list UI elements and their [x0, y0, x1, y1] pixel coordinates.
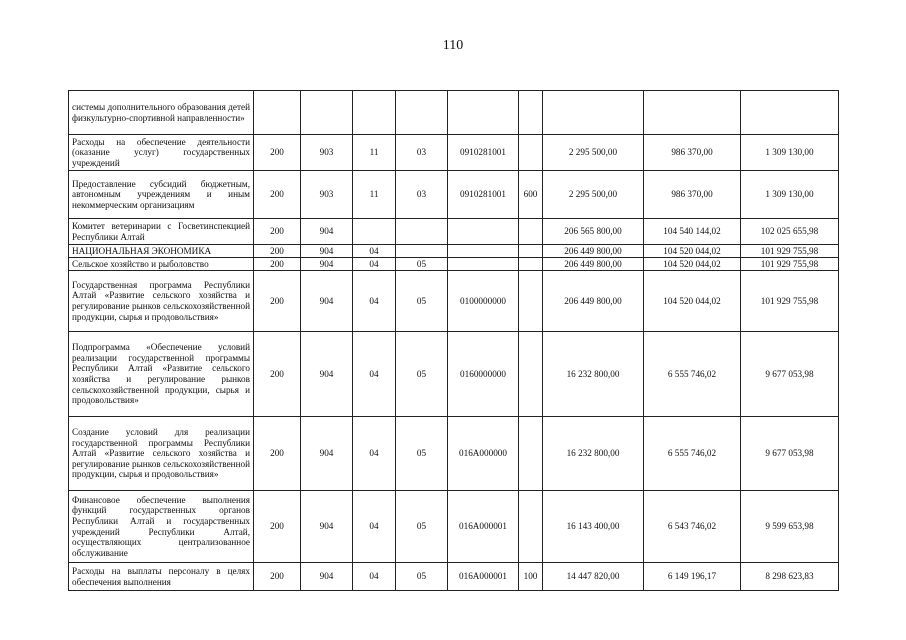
section-cell: 04: [353, 491, 396, 563]
admin-cell: 200: [254, 491, 301, 563]
target-article-cell: [448, 91, 519, 135]
admin-cell: 200: [254, 171, 301, 219]
expense-type-cell: 100: [519, 563, 543, 591]
name-cell: Создание условий для реализации государственной программы Республики Алтай «Развитие сельского хозяйства и регулирование рынков сельскохозяйственной продукции, сырья и продовольствия»: [69, 417, 254, 491]
target-article-cell: [448, 219, 519, 245]
name-cell: НАЦИОНАЛЬНАЯ ЭКОНОМИКА: [69, 245, 254, 258]
table-row: [69, 258, 839, 271]
expense-type-cell: [519, 91, 543, 135]
table-row: [69, 563, 839, 591]
amount-year1-cell: 206 449 800,00: [543, 245, 644, 258]
expense-type-cell: [519, 491, 543, 563]
table-row: [69, 271, 839, 332]
expense-type-cell: [519, 258, 543, 271]
ministry-cell: 904: [301, 245, 353, 258]
target-article-cell: 0160000000: [448, 332, 519, 417]
admin-cell: 200: [254, 245, 301, 258]
amount-year3-cell: [741, 91, 839, 135]
table-row: [69, 171, 839, 219]
amount-year2-cell: 104 520 044,02: [644, 271, 741, 332]
expense-type-cell: [519, 135, 543, 171]
table-row: [69, 417, 839, 491]
budget-table-body: [69, 91, 839, 591]
amount-year1-cell: 16 232 800,00: [543, 332, 644, 417]
admin-cell: 200: [254, 417, 301, 491]
amount-year3-cell: 101 929 755,98: [741, 258, 839, 271]
amount-year2-cell: 986 370,00: [644, 171, 741, 219]
section-cell: 11: [353, 171, 396, 219]
target-article-cell: 0910281001: [448, 171, 519, 219]
table-row: [69, 135, 839, 171]
table-row: [69, 491, 839, 563]
name-cell: Расходы на обеспечение деятельности (оказание услуг) государственных учреждений: [69, 135, 254, 171]
admin-cell: 200: [254, 563, 301, 591]
target-article-cell: 0910281001: [448, 135, 519, 171]
section-cell: [353, 91, 396, 135]
amount-year2-cell: 104 520 044,02: [644, 258, 741, 271]
ministry-cell: 904: [301, 491, 353, 563]
ministry-cell: 904: [301, 219, 353, 245]
ministry-cell: 904: [301, 271, 353, 332]
name-cell: Комитет ветеринарии с Госветинспекцией Республики Алтай: [69, 219, 254, 245]
subsection-cell: [396, 91, 448, 135]
amount-year3-cell: 102 025 655,98: [741, 219, 839, 245]
name-cell: Сельское хозяйство и рыболовство: [69, 258, 254, 271]
name-cell: системы дополнительного образования детей физкультурно-спортивной направленности»: [69, 91, 254, 135]
page-number: 110: [442, 38, 464, 53]
section-cell: 04: [353, 271, 396, 332]
target-article-cell: 016А000001: [448, 563, 519, 591]
amount-year2-cell: 6 543 746,02: [644, 491, 741, 563]
amount-year3-cell: 9 677 053,98: [741, 417, 839, 491]
section-cell: 11: [353, 135, 396, 171]
admin-cell: 200: [254, 271, 301, 332]
subsection-cell: 05: [396, 258, 448, 271]
expense-type-cell: [519, 245, 543, 258]
target-article-cell: 0100000000: [448, 271, 519, 332]
amount-year1-cell: 16 143 400,00: [543, 491, 644, 563]
table-row: [69, 245, 839, 258]
ministry-cell: 904: [301, 332, 353, 417]
admin-cell: 200: [254, 258, 301, 271]
admin-cell: 200: [254, 332, 301, 417]
amount-year1-cell: 206 449 800,00: [543, 258, 644, 271]
amount-year2-cell: [644, 91, 741, 135]
subsection-cell: 05: [396, 417, 448, 491]
amount-year3-cell: 9 599 653,98: [741, 491, 839, 563]
amount-year1-cell: 14 447 820,00: [543, 563, 644, 591]
table-row: [69, 332, 839, 417]
expense-type-cell: [519, 332, 543, 417]
target-article-cell: [448, 258, 519, 271]
name-cell: Государственная программа Республики Алтай «Развитие сельского хозяйства и регулирование рынков сельскохозяйственной продукции, сырья и продовольствия»: [69, 271, 254, 332]
amount-year3-cell: 1 309 130,00: [741, 135, 839, 171]
section-cell: 04: [353, 417, 396, 491]
section-cell: 04: [353, 332, 396, 417]
section-cell: 04: [353, 563, 396, 591]
amount-year3-cell: 1 309 130,00: [741, 171, 839, 219]
subsection-cell: 05: [396, 271, 448, 332]
target-article-cell: 016А000000: [448, 417, 519, 491]
expense-type-cell: [519, 417, 543, 491]
section-cell: 04: [353, 258, 396, 271]
subsection-cell: [396, 219, 448, 245]
ministry-cell: [301, 91, 353, 135]
section-cell: 04: [353, 245, 396, 258]
ministry-cell: 903: [301, 171, 353, 219]
ministry-cell: 904: [301, 258, 353, 271]
admin-cell: 200: [254, 219, 301, 245]
subsection-cell: [396, 245, 448, 258]
name-cell: Подпрограмма «Обеспечение условий реализации государственной программы Республики Алтай «Развитие сельского хозяйства и регулирование рынков сельскохозяйственной продукции, сырья и продовольствия»: [69, 332, 254, 417]
amount-year2-cell: 6 555 746,02: [644, 332, 741, 417]
table-row: [69, 219, 839, 245]
admin-cell: 200: [254, 135, 301, 171]
name-cell: Расходы на выплаты персоналу в целях обеспечения выполнения: [69, 563, 254, 591]
name-cell: Предоставление субсидий бюджетным, автономным учреждениям и иным некоммерческим организациям: [69, 171, 254, 219]
amount-year1-cell: 206 449 800,00: [543, 271, 644, 332]
expense-type-cell: 600: [519, 171, 543, 219]
amount-year1-cell: 2 295 500,00: [543, 171, 644, 219]
name-cell: Финансовое обеспечение выполнения функций государственных органов Республики Алтай и государственных учреждений Республики Алтай, осуществляющих централизованное обслуживание: [69, 491, 254, 563]
admin-cell: [254, 91, 301, 135]
ministry-cell: 904: [301, 563, 353, 591]
amount-year2-cell: 104 540 144,02: [644, 219, 741, 245]
amount-year2-cell: 104 520 044,02: [644, 245, 741, 258]
ministry-cell: 904: [301, 417, 353, 491]
budget-table: [68, 90, 839, 591]
subsection-cell: 05: [396, 332, 448, 417]
amount-year2-cell: 6 149 196,17: [644, 563, 741, 591]
amount-year3-cell: 8 298 623,83: [741, 563, 839, 591]
subsection-cell: 05: [396, 491, 448, 563]
target-article-cell: [448, 245, 519, 258]
expense-type-cell: [519, 271, 543, 332]
amount-year1-cell: 2 295 500,00: [543, 135, 644, 171]
amount-year1-cell: [543, 91, 644, 135]
subsection-cell: 05: [396, 563, 448, 591]
amount-year3-cell: 101 929 755,98: [741, 245, 839, 258]
target-article-cell: 016А000001: [448, 491, 519, 563]
subsection-cell: 03: [396, 171, 448, 219]
table-row: [69, 91, 839, 135]
amount-year1-cell: 16 232 800,00: [543, 417, 644, 491]
ministry-cell: 903: [301, 135, 353, 171]
amount-year2-cell: 986 370,00: [644, 135, 741, 171]
expense-type-cell: [519, 219, 543, 245]
amount-year2-cell: 6 555 746,02: [644, 417, 741, 491]
amount-year3-cell: 9 677 053,98: [741, 332, 839, 417]
amount-year3-cell: 101 929 755,98: [741, 271, 839, 332]
subsection-cell: 03: [396, 135, 448, 171]
section-cell: [353, 219, 396, 245]
amount-year1-cell: 206 565 800,00: [543, 219, 644, 245]
